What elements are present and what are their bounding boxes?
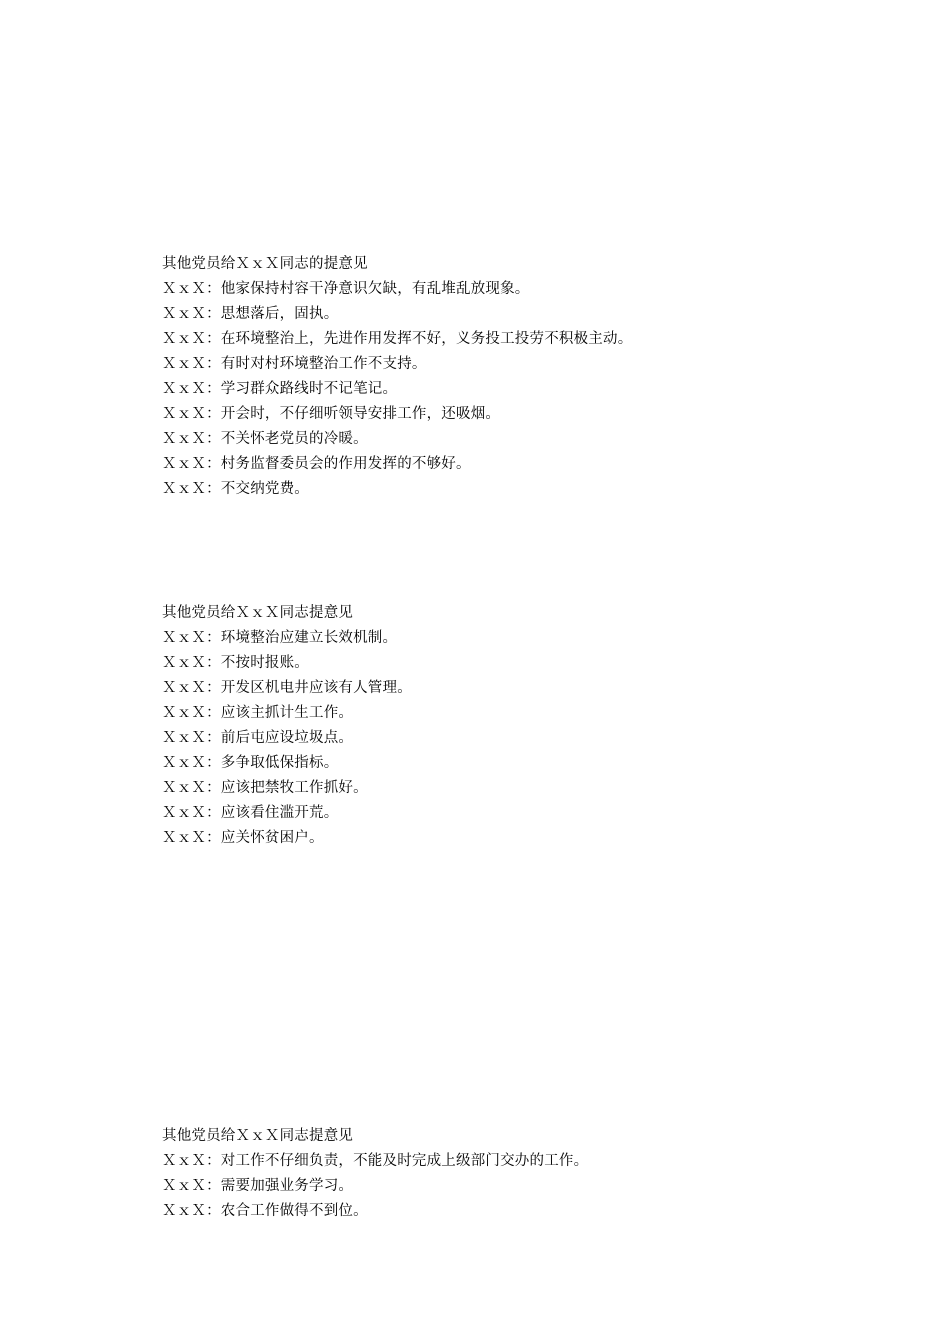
opinion-section-3: [162, 1124, 862, 1224]
opinion-line: ＸｘＸ：思想落后，固执。: [162, 306, 339, 322]
opinion-line: ＸｘＸ：他家保持村容干净意识欠缺，有乱堆乱放现象。: [162, 281, 530, 297]
opinion-line: ＸｘＸ：不交纳党费。: [162, 481, 309, 497]
opinion-line: ＸｘＸ：农合工作做得不到位。: [162, 1203, 368, 1219]
opinion-line: ＸｘＸ：应该看住滥开荒。: [162, 805, 339, 821]
opinion-line: ＸｘＸ：村务监督委员会的作用发挥的不够好。: [162, 456, 471, 472]
opinion-line: ＸｘＸ：应关怀贫困户。: [162, 830, 324, 846]
opinion-line: ＸｘＸ：应该主抓计生工作。: [162, 705, 354, 721]
opinion-line: ＸｘＸ：学习群众路线时不记笔记。: [162, 381, 398, 397]
opinion-line: ＸｘＸ：对工作不仔细负责，不能及时完成上级部门交办的工作。: [162, 1153, 589, 1169]
opinion-line: ＸｘＸ：不按时报账。: [162, 655, 309, 671]
opinion-line: ＸｘＸ：在环境整治上，先进作用发挥不好，义务投工投劳不积极主动。: [162, 331, 633, 347]
opinion-line: ＸｘＸ：应该把禁牧工作抓好。: [162, 780, 368, 796]
opinion-line: ＸｘＸ：开发区机电井应该有人管理。: [162, 680, 412, 696]
section-title: 其他党员给ＸｘＸ同志提意见: [162, 605, 354, 621]
opinion-section-1: [162, 252, 862, 502]
opinion-line: ＸｘＸ：不关怀老党员的冷暖。: [162, 431, 368, 447]
opinion-line: ＸｘＸ：前后屯应设垃圾点。: [162, 730, 354, 746]
opinion-section-2: [162, 601, 862, 851]
opinion-line: ＸｘＸ：有时对村环境整治工作不支持。: [162, 356, 427, 372]
opinion-line: ＸｘＸ：开会时，不仔细听领导安排工作，还吸烟。: [162, 406, 501, 422]
section-title: 其他党员给ＸｘＸ同志的提意见: [162, 256, 368, 272]
section-title: 其他党员给ＸｘＸ同志提意见: [162, 1128, 354, 1144]
opinion-line: ＸｘＸ：需要加强业务学习。: [162, 1178, 354, 1194]
opinion-line: ＸｘＸ：多争取低保指标。: [162, 755, 339, 771]
opinion-line: ＸｘＸ：环境整治应建立长效机制。: [162, 630, 398, 646]
